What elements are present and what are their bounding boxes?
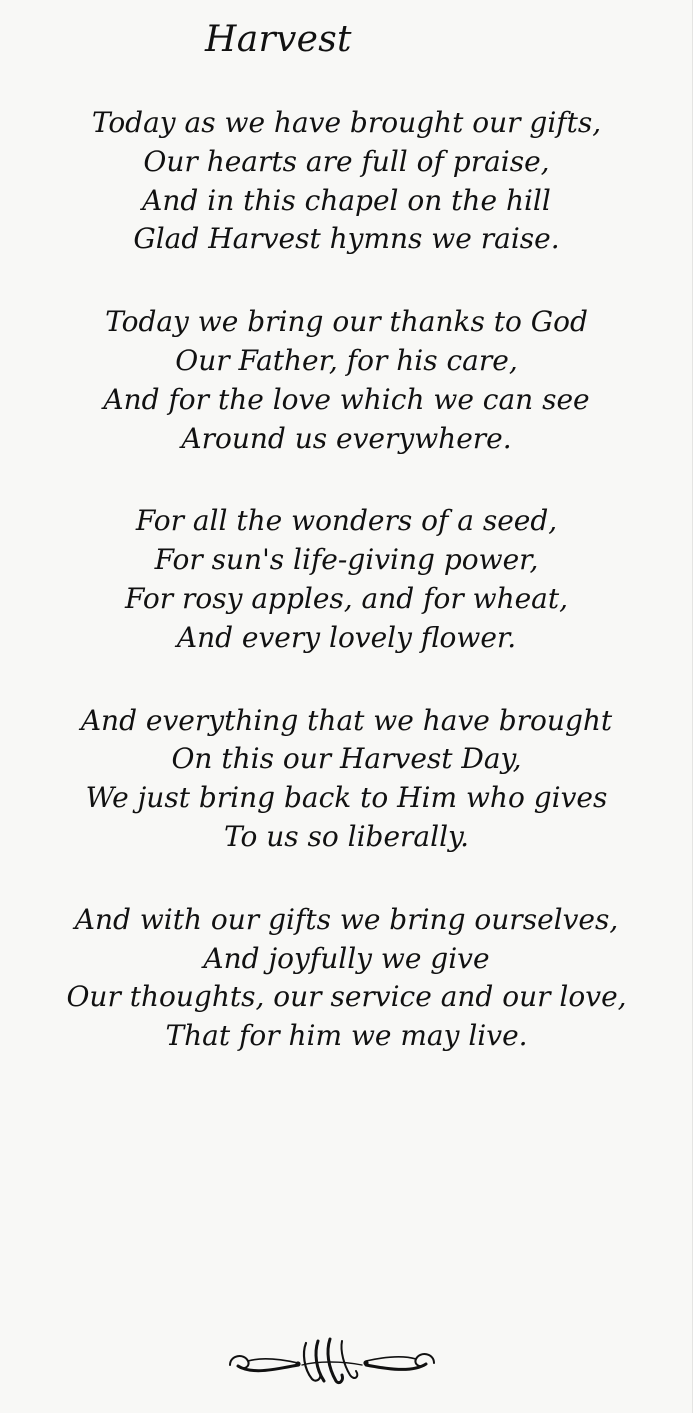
poem-line: We just bring back to Him who gives [85, 781, 608, 815]
poem-line: For rosy apples, and for wheat, [124, 581, 569, 615]
poem-line: Today as we have brought our gifts, [91, 106, 602, 139]
poem-line: That for him we may live. [165, 1019, 528, 1053]
stanza [0, 702, 693, 857]
poem-line: And in this chapel on the hill [142, 183, 551, 217]
poem-line: For sun's life-giving power, [154, 543, 539, 577]
poem-line: And joyfully we give [203, 941, 490, 975]
poem-line: And every lovely flower. [176, 620, 517, 654]
stanza [0, 901, 693, 1056]
poem-line: And for the love which we can see [103, 382, 590, 416]
scroll-ornament-icon [222, 1335, 442, 1389]
poem-line: Our hearts are full of praise, [143, 144, 550, 178]
poem-body [0, 104, 693, 1100]
poem-line: Our Father, for his care, [175, 343, 518, 377]
stanza [0, 303, 693, 458]
poem-line: On this our Harvest Day, [171, 742, 522, 776]
poem-line: And with our gifts we bring ourselves, [74, 902, 619, 936]
stanza [0, 502, 693, 657]
poem-title: Harvest [205, 19, 352, 60]
poem-line: And everything that we have brought [80, 703, 613, 737]
poem-line: To us so liberally. [223, 819, 470, 853]
poem-line: Around us everywhere. [181, 421, 512, 455]
poem-line: Today we bring our thanks to God [105, 305, 588, 339]
stanza [0, 104, 693, 259]
poem-line: Our thoughts, our service and our love, [66, 980, 627, 1014]
poem-line: Glad Harvest hymns we raise. [133, 222, 560, 256]
poem-line: For all the wonders of a seed, [135, 504, 558, 538]
